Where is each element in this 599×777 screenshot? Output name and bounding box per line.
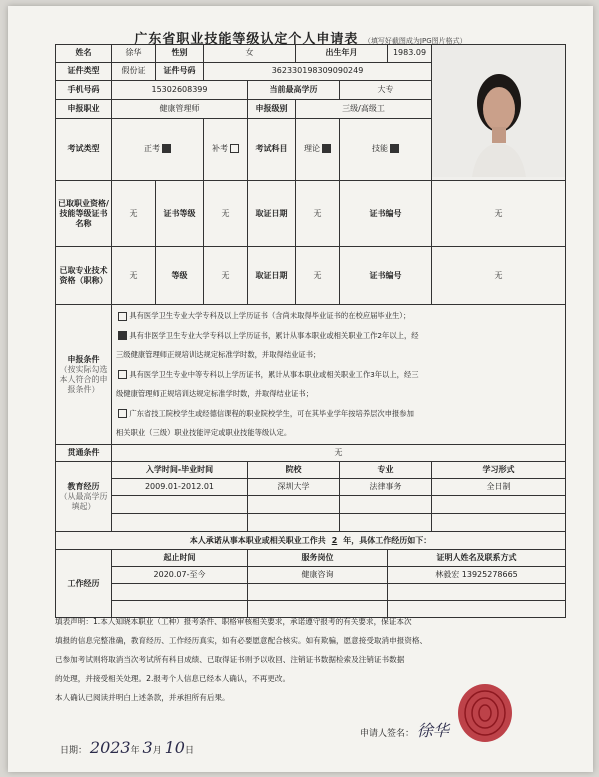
- cert1-no[interactable]: 无: [432, 181, 566, 247]
- gender-label: 性别: [156, 45, 204, 63]
- date-label: 日期：: [60, 746, 88, 756]
- signature-label: 申请人签名：: [360, 729, 415, 739]
- subject-theory-option[interactable]: [296, 118, 340, 180]
- date-year[interactable]: 2023: [89, 738, 131, 757]
- education-label: 教育经历: [67, 481, 100, 491]
- condition-item-2-cont: [116, 345, 563, 365]
- work-row2-period[interactable]: [112, 584, 248, 601]
- penetrate-label: 贯通条件: [56, 445, 112, 462]
- idtype-label: 证件类型: [56, 62, 112, 81]
- penetrate-value[interactable]: 无: [112, 445, 566, 462]
- condition-checkbox-2[interactable]: [118, 331, 127, 340]
- signature-area: [360, 718, 449, 741]
- condition-text-3: 具有医学卫生专业中等专科以上学历证书，累计从事本职业或相关职业工作3年以上，经三: [129, 369, 419, 379]
- exam-retake-option[interactable]: [204, 118, 248, 180]
- edu-row2-period[interactable]: [112, 496, 248, 514]
- declaration-line-2: 填报的信息完整准确，教育经历、工作经历真实，如有必要愿意配合核实。如有欺骗，愿意接受取消申报资格、: [55, 636, 428, 645]
- cert1-grade-label: 证书等级: [156, 181, 204, 247]
- subject-theory-checkbox[interactable]: [322, 144, 331, 153]
- idno-label: 证件号码: [156, 62, 204, 81]
- declaration-line-5: 本人确认已阅读并明白上述条款，并承担所有后果。: [55, 693, 230, 702]
- birth-label: 出生年月: [296, 45, 388, 63]
- edu-label: 当前最高学历: [248, 81, 340, 100]
- date-day[interactable]: 10: [164, 738, 185, 757]
- condition-item-2[interactable]: [116, 326, 563, 346]
- condition-item-4-cont: [116, 423, 563, 443]
- exam-retake-label: 补考: [212, 144, 228, 154]
- declaration-line-4: 的处理，并接受相关处理。2.报考个人信息已经本人确认，不再更改。: [55, 674, 291, 683]
- declaration-line-1: 填表声明：1.本人知晓本职业（工种）报考条件、职格审核相关要求，承诺遵守报考的有关要求，保证本次: [55, 617, 412, 626]
- date-area: [60, 738, 194, 757]
- edu-header-major: 专业: [340, 462, 432, 479]
- edu-row2-major[interactable]: [340, 496, 432, 514]
- condition-checkbox-3[interactable]: [118, 370, 127, 379]
- name-label: 姓名: [56, 45, 112, 63]
- education-hint: （从最高学历填起）: [59, 491, 108, 511]
- condition-text-3b: 级健康管理师正规培训达规定标准学时数，并取得结业证书；: [116, 389, 314, 399]
- edu-header-period: 入学时间-毕业时间: [112, 462, 248, 479]
- level-value[interactable]: 三级/高级工: [296, 99, 432, 118]
- work-summary-suffix: 年，具体工作经历如下：: [343, 535, 432, 545]
- work-summary: [56, 532, 566, 550]
- idtype-value[interactable]: 假份证: [112, 62, 156, 81]
- condition-text-4: 广东省技工院校学生或经德信课程的职业院校学生，可在其毕业学年按培养层次申报参加: [129, 408, 414, 418]
- declaration-line-3: 已参加考试则将取消当次考试所有科目成绩、已取得证书则予以收回、注销证书数据检索及注销证书数据: [55, 655, 405, 664]
- fingerprint-stamp: [455, 682, 515, 744]
- date-month-unit: 月: [152, 746, 162, 756]
- education-label-cell: [56, 462, 112, 532]
- edu-row1-school[interactable]: 深圳大学: [248, 479, 340, 496]
- name-value[interactable]: 徐华: [112, 45, 156, 63]
- exam-normal-checkbox[interactable]: [162, 144, 171, 153]
- edu-header-mode: 学习形式: [432, 462, 566, 479]
- cert2-date-label: 取证日期: [248, 247, 296, 305]
- level-label: 申报级别: [248, 99, 296, 118]
- form-table: [55, 44, 566, 618]
- conditions-label-cell: [56, 305, 112, 445]
- edu-value[interactable]: 大专: [340, 81, 432, 100]
- exam-normal-label: 正考: [144, 144, 160, 154]
- edu-row1-major[interactable]: 法律事务: [340, 479, 432, 496]
- work-header-period: 起止时间: [112, 550, 248, 567]
- form-title-text: 广东省职业技能等级认定个人申请表: [134, 32, 359, 47]
- work-row2-witness[interactable]: [388, 584, 566, 601]
- subject-skill-option[interactable]: [340, 118, 432, 180]
- job-value[interactable]: 健康管理师: [112, 99, 248, 118]
- edu-row3-mode[interactable]: [432, 514, 566, 532]
- edu-row1-period[interactable]: 2009.01-2012.01: [112, 479, 248, 496]
- subject-skill-checkbox[interactable]: [390, 144, 399, 153]
- job-label: 申报职业: [56, 99, 112, 118]
- condition-item-4[interactable]: [116, 404, 563, 424]
- phone-label: 手机号码: [56, 81, 112, 100]
- condition-checkbox-1[interactable]: [118, 312, 127, 321]
- cert1-date-label: 取证日期: [248, 181, 296, 247]
- conditions-hint: （按实际勾选本人符合的申报条件）: [59, 364, 108, 394]
- cert2-label: 已取专业技术资格（职称）: [56, 247, 112, 305]
- subject-theory-label: 理论: [304, 144, 320, 154]
- date-month[interactable]: 3: [142, 738, 153, 757]
- conditions-label: 申报条件: [67, 354, 100, 364]
- cert1-no-label: 证书编号: [340, 181, 432, 247]
- condition-checkbox-4[interactable]: [118, 409, 127, 418]
- work-row1-witness[interactable]: 林毅宏 13925278665: [388, 567, 566, 584]
- cert2-date[interactable]: 无: [296, 247, 340, 305]
- portrait-image: [432, 45, 566, 177]
- condition-text-4b: 相关职业（三级）职业技能评定或职业技能等级认定。: [116, 428, 292, 438]
- exam-normal-option[interactable]: [112, 118, 204, 180]
- conditions-list: [112, 305, 566, 445]
- date-year-unit: 年: [130, 746, 140, 756]
- work-header-witness: 证明人姓名及联系方式: [388, 550, 566, 567]
- edu-header-school: 院校: [248, 462, 340, 479]
- work-years-value[interactable]: 2: [331, 535, 338, 545]
- condition-text-2b: 三级健康管理师正规培训达规定标准学时数，并取得结业证书；: [116, 350, 321, 360]
- work-row2-post[interactable]: [248, 584, 388, 601]
- edu-row3-period[interactable]: [112, 514, 248, 532]
- cert1-name[interactable]: 无: [112, 181, 156, 247]
- edu-row3-school[interactable]: [248, 514, 340, 532]
- cert2-no[interactable]: 无: [432, 247, 566, 305]
- gender-value[interactable]: 女: [204, 45, 296, 63]
- cert1-date[interactable]: 无: [296, 181, 340, 247]
- work-label: 工作经历: [56, 550, 112, 618]
- condition-item-3[interactable]: [116, 365, 563, 385]
- idno-value[interactable]: 362330198309090249: [204, 62, 432, 81]
- applicant-photo: [432, 45, 565, 180]
- date-day-unit: 日: [184, 746, 194, 756]
- edu-row3-major[interactable]: [340, 514, 432, 532]
- work-header-post: 服务岗位: [248, 550, 388, 567]
- form-title-note: （填写好截图成为JPG图片格式）: [363, 37, 467, 45]
- edu-row1-mode[interactable]: 全日制: [432, 479, 566, 496]
- cert2-grade[interactable]: 无: [204, 247, 248, 305]
- birth-value[interactable]: 1983.09: [388, 45, 432, 63]
- exam-type-label: 考试类型: [56, 118, 112, 180]
- edu-row2-school[interactable]: [248, 496, 340, 514]
- subject-skill-label: 技能: [372, 144, 388, 154]
- condition-text-1: 具有医学卫生专业大学专科及以上学历证书（含尚未取得毕业证书的在校应届毕业生）；: [129, 311, 411, 321]
- work-row1-period[interactable]: 2020.07-至今: [112, 567, 248, 584]
- condition-item-3-cont: [116, 384, 563, 404]
- edu-row2-mode[interactable]: [432, 496, 566, 514]
- condition-item-1[interactable]: [116, 306, 563, 326]
- signature-value[interactable]: 徐华: [416, 721, 449, 740]
- condition-text-2: 具有非医学卫生专业大学专科以上学历证书，累计从事本职业或相关职业工作2年以上，经: [129, 330, 419, 340]
- exam-retake-checkbox[interactable]: [230, 144, 239, 153]
- cert1-grade[interactable]: 无: [204, 181, 248, 247]
- cert2-name[interactable]: 无: [112, 247, 156, 305]
- phone-value[interactable]: 15302608399: [112, 81, 248, 100]
- subject-label: 考试科目: [248, 118, 296, 180]
- photo-cell: [432, 45, 566, 181]
- cert2-no-label: 证书编号: [340, 247, 432, 305]
- cert1-label: 已取职业资格/技能等级证书名称: [56, 181, 112, 247]
- work-summary-prefix: 本人承诺从事本职业或相关职业工作共: [189, 535, 326, 545]
- cert2-grade-label: 等级: [156, 247, 204, 305]
- work-row1-post[interactable]: 健康咨询: [248, 567, 388, 584]
